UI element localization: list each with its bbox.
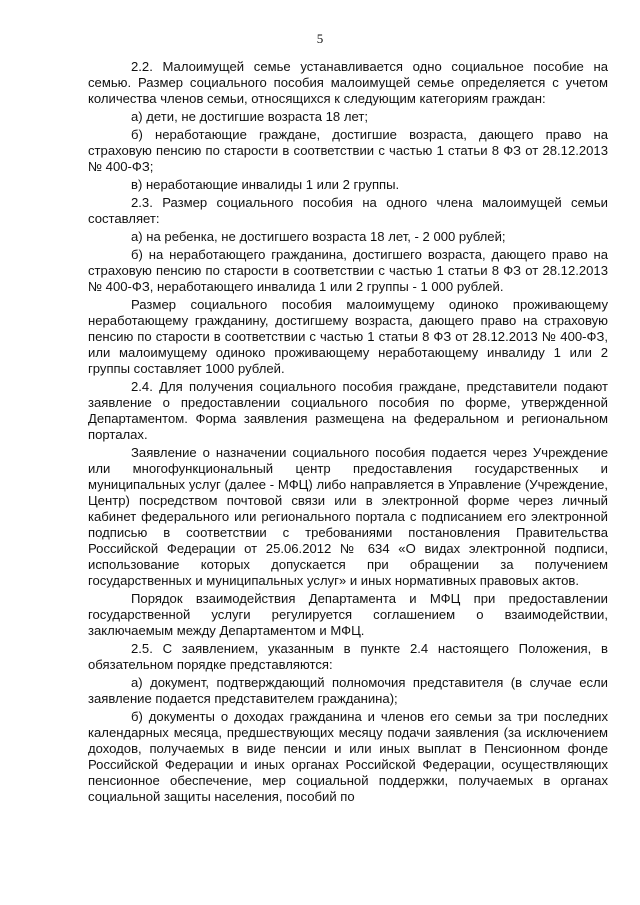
list-item-a-children: а) дети, не достигшие возраста 18 лет; <box>131 109 368 124</box>
list-item-b-citizen-amount: б) на неработающего гражданина, достигшего возраста, дающего право на страховую пенсию по старости в соответствии с частью 1 статьи 8 ФЗ от 28.12.2013 № 400-ФЗ, неработающего инвалида 1 или 2 группы - 1 000 рублей. <box>88 247 608 294</box>
paragraph-2-3: 2.3. Размер социального пособия на одного члена малоимущей семьи составляет: <box>88 195 608 226</box>
list-item-b-income-docs: б) документы о доходах гражданина и членов его семьи за три последних календарных месяца, предшествующих месяцу подачи заявления (за исключением доходов, получаемых в виде пенсии и или иных выплат в Пенсионном фонде Российской Федерации и иных органах Российской Федерации, осуществляющих пенсионное обеспечение, мер социальной поддержки, получаемых в органах социальной защиты населения, пособий по <box>88 709 608 804</box>
list-item-a-child-amount: а) на ребенка, не достигшего возраста 18 лет, - 2 000 рублей; <box>131 229 506 244</box>
paragraph-2-4: 2.4. Для получения социального пособия граждане, представители подают заявление о предоставлении социального пособия по форме, утвержденной Департаментом. Форма заявления размещена на федеральном и региональном порталах. <box>88 379 608 442</box>
document-body <box>88 59 608 807</box>
paragraph-2-5: 2.5. С заявлением, указанным в пункте 2.4 настоящего Положения, в обязательном порядке представляются: <box>88 641 608 672</box>
list-item-a-representative-doc: а) документ, подтверждающий полномочия представителя (в случае если заявление подается представителем гражданина); <box>88 675 608 706</box>
list-item-v-disabled: в) неработающие инвалиды 1 или 2 группы. <box>131 177 400 192</box>
paragraph-2-2: 2.2. Малоимущей семье устанавливается одно социальное пособие на семью. Размер социального пособия малоимущей семье определяется с учетом количества членов семьи, относящихся к следующим категориям граждан: <box>88 59 608 106</box>
paragraph-single-person-amount: Размер социального пособия малоимущему одиноко проживающему неработающему гражданину, достигшему возраста, дающего право на страховую пенсию по старости в соответствии с частью 1 статьи 8 ФЗ от 28.12.2013 № 400-ФЗ, или малоимущему одиноко проживающему неработающему инвалиду 1 или 2 группы составляет 1000 рублей. <box>88 297 608 376</box>
paragraph-application-submission: Заявление о назначении социального пособия подается через Учреждение или многофункциональный центр предоставления государственных и муниципальных услуг (далее - МФЦ) либо направляется в Управление (Учреждение, Центр) посредством почтовой связи или в электронной форме через личный кабинет федерального или регионального портала с подписанием его электронной подписью в соответствии с требованиями постановления Правительства Российской Федерации от 25.06.2012 № 634 «О видах электронной подписи, использование которых допускается при обращении за получением государственных и муниципальных услуг» и иных нормативных правовых актов. <box>88 445 608 588</box>
page-number: 5 <box>316 31 324 46</box>
list-item-b-pensioners: б) неработающие граждане, достигшие возраста, дающего право на страховую пенсию по старости в соответствии с частью 1 статьи 8 ФЗ от 28.12.2013 № 400-ФЗ; <box>88 127 608 174</box>
paragraph-interaction-procedure: Порядок взаимодействия Департамента и МФЦ при предоставлении государственной услуги регулируется соглашением о взаимодействии, заключаемым между Департаментом и МФЦ. <box>88 591 608 638</box>
